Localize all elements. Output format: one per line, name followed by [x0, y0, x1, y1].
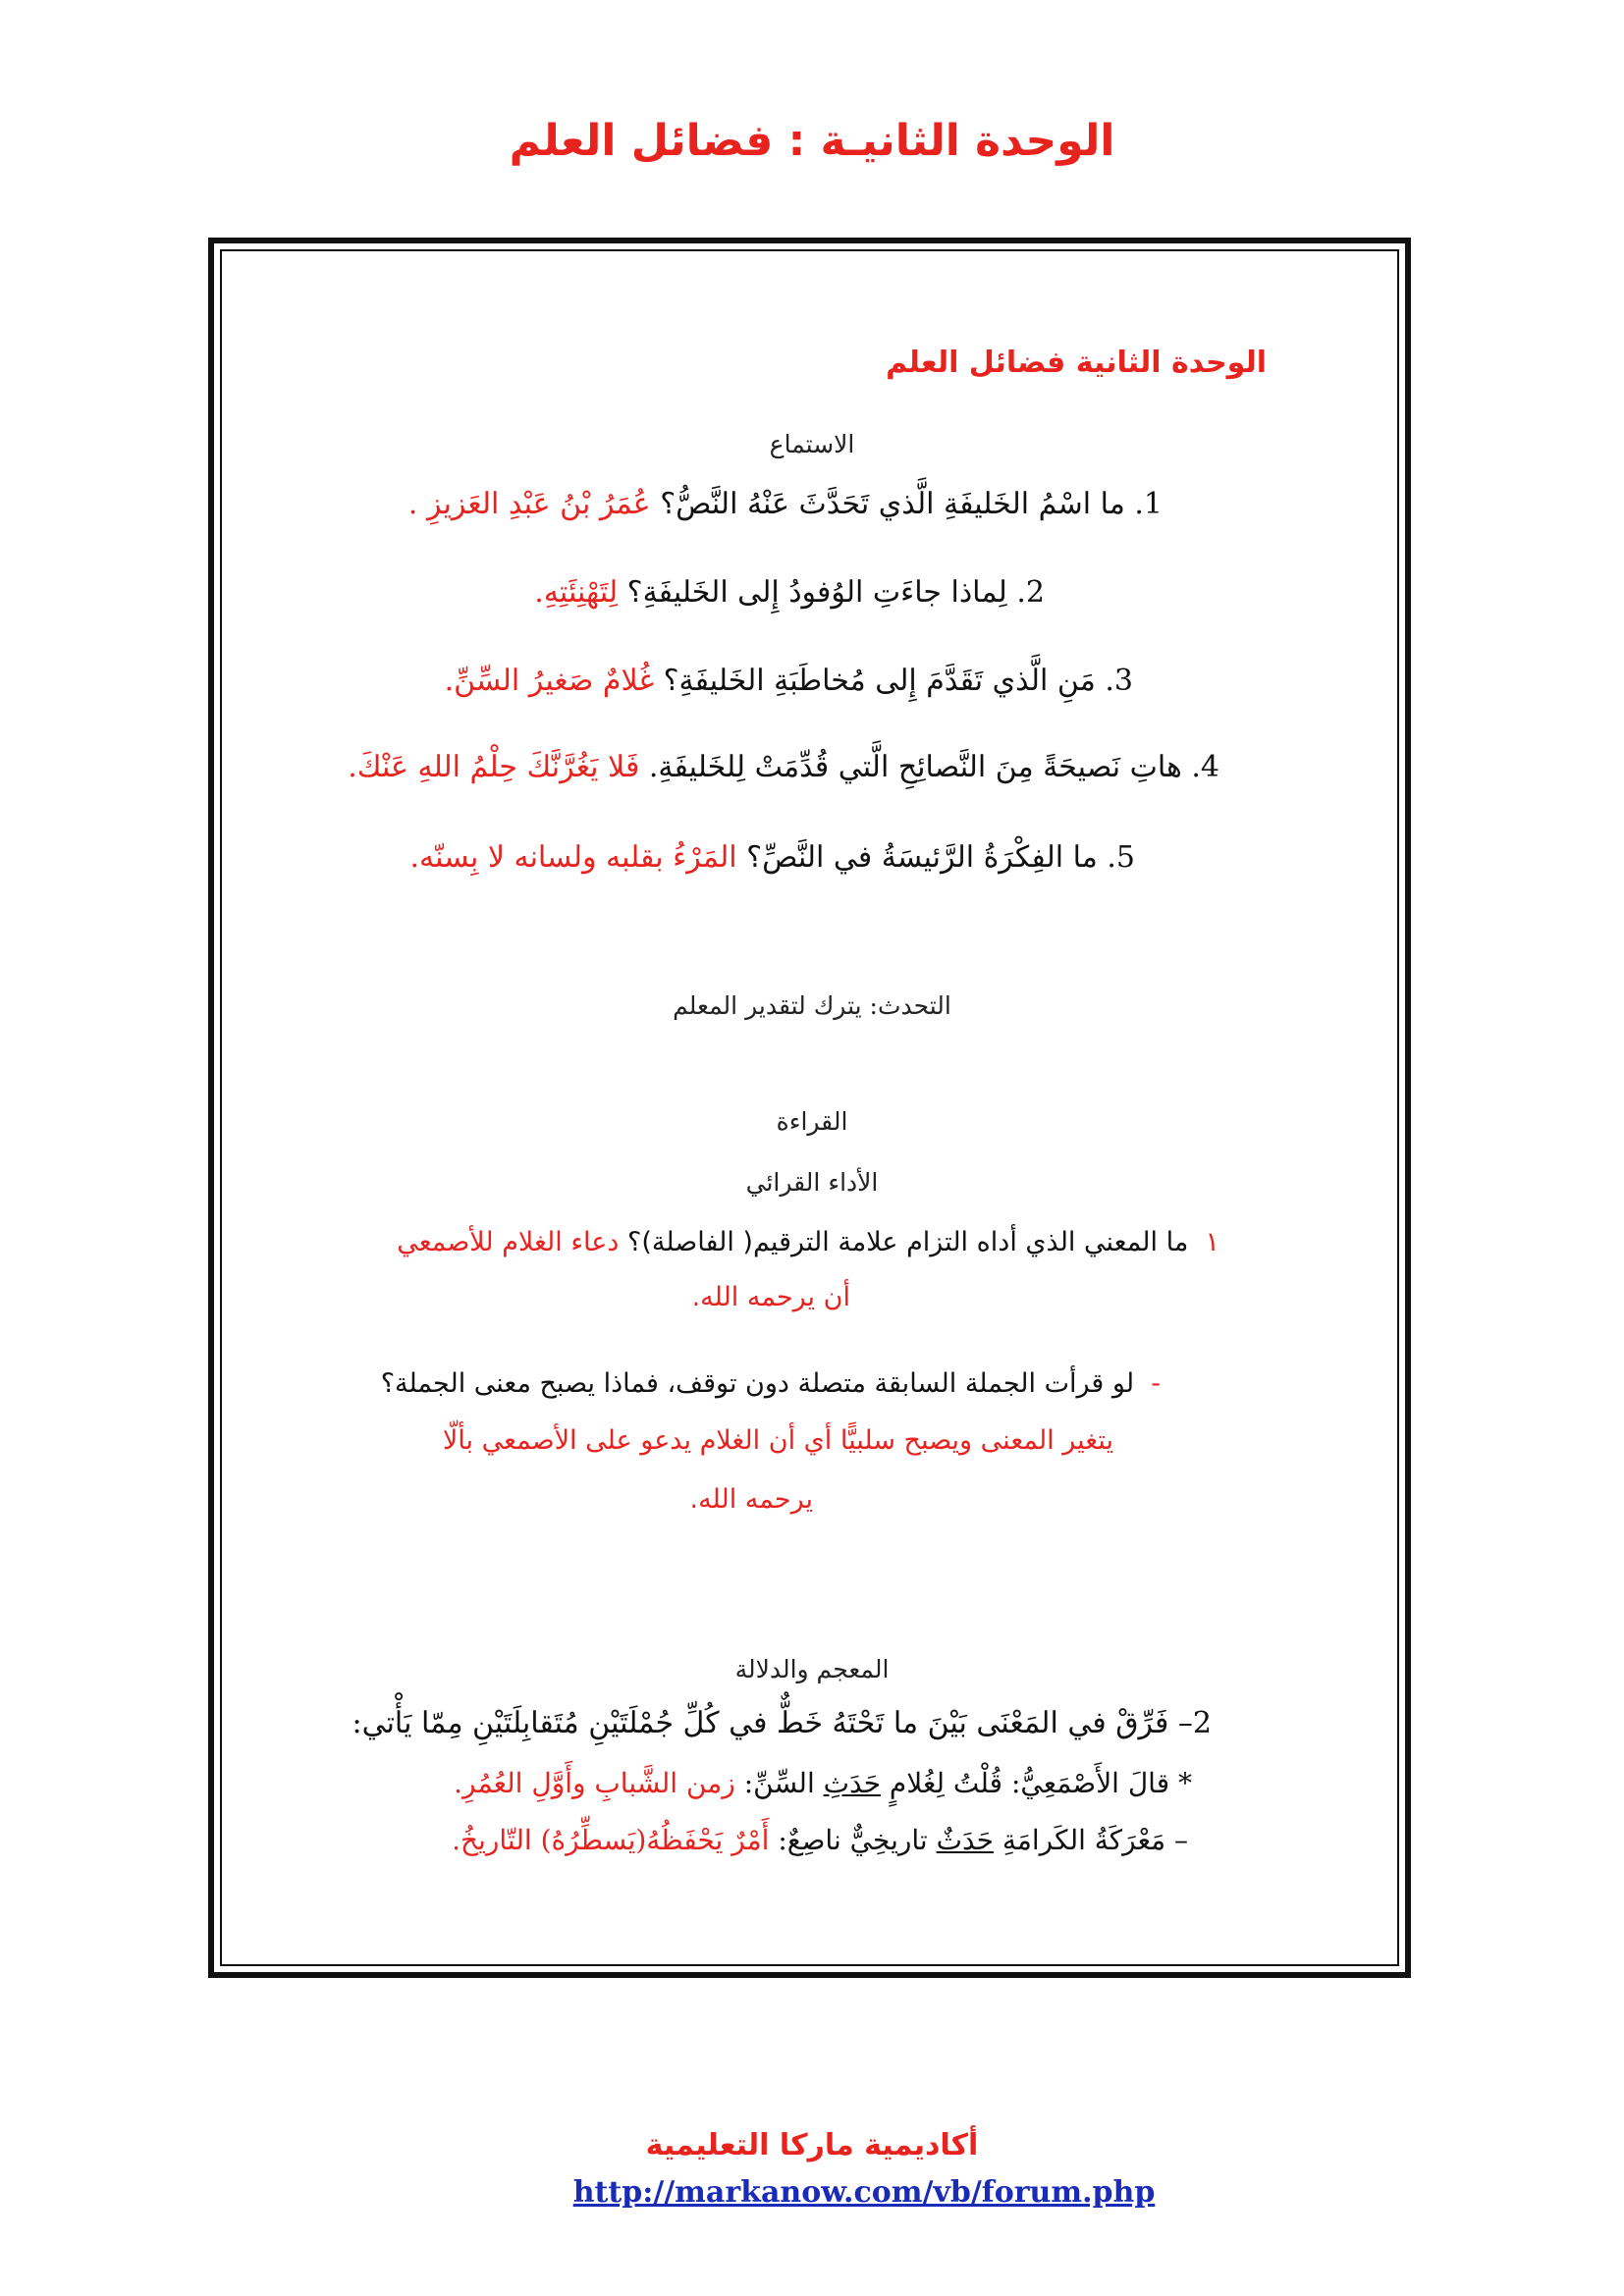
- reading-item-2-answer: يتغير المعنى ويصبح سلبيًّا أي أن الغلام يدعو على الأصمعي بألّا: [442, 1425, 1113, 1456]
- lexicon-heading: المعجم والدلالة: [734, 1655, 890, 1683]
- answer-text: غُلامٌ صَغيرُ السِّنِّ.: [444, 664, 655, 698]
- listening-question-4: [348, 750, 1219, 784]
- answer-text: المَرْءُ بقلبه ولسانه لا بِسنّه.: [409, 840, 737, 875]
- question-number: 5.: [1107, 840, 1135, 875]
- line-prefix: * قالَ الأَصْمَعِيُّ: قُلْتُ لِغُلامٍ: [881, 1767, 1192, 1799]
- question-text: لِماذا جاءَتِ الوُفودُ إِلى الخَليفَةِ؟: [626, 575, 1007, 610]
- speaking-note: التحدث: يترك لتقدير المعلم: [673, 991, 951, 1020]
- section-title: الوحدة الثانية فضائل العلم: [886, 346, 1267, 380]
- reading-item-2: [381, 1368, 1161, 1399]
- question-text: ما اسْمُ الخَليفَةِ الَّذي تَحَدَّثَ عَنْهُ النَّصُّ؟: [660, 487, 1125, 521]
- reading-item-1-answer-cont: أن يرحمه الله.: [691, 1282, 850, 1312]
- bullet: -: [1151, 1368, 1161, 1399]
- reading-heading: القراءة: [776, 1107, 848, 1136]
- item-number: ١: [1205, 1227, 1219, 1257]
- question-text: ما الفِكْرَةُ الرَّئيسَةُ في النَّصِّ؟: [746, 840, 1098, 875]
- lexicon-line-1: [454, 1767, 1192, 1799]
- listening-heading: الاستماع: [769, 430, 855, 458]
- footer-academy-name: أكاديمية ماركا التعليمية: [645, 2128, 979, 2163]
- line-answer: زمن الشَّبابِ وأَوَّلِ العُمُرِ.: [454, 1767, 735, 1799]
- instruction-text: – فَرِّقْ في المَعْنَى بَيْنَ ما تَحْتَهُ خَطٌّ في كُلِّ جُمْلَتَيْنِ مُتَقابِلَتَيْنِ مِمّا يَأْتي:: [352, 1706, 1193, 1740]
- lexicon-line-2: [452, 1824, 1188, 1856]
- underlined-word: حَدَثِ: [823, 1767, 882, 1799]
- line-prefix: – مَعْرَكَةُ الكَرامَةِ: [993, 1824, 1188, 1856]
- page-title: الوحدة الثانيـة : فضائل العلم: [509, 116, 1115, 166]
- listening-question-2: [534, 575, 1045, 610]
- item-question: ما المعني الذي أداه التزام علامة الترقيم( الفاصلة)؟: [627, 1227, 1189, 1257]
- underlined-word: حَدَثٌ: [936, 1824, 994, 1856]
- reading-subheading: الأداء القرائي: [745, 1168, 879, 1197]
- answer-text: عُمَرُ بْنُ عَبْدِ العَزيزِ .: [407, 487, 651, 521]
- line-answer: أَمْرٌ يَحْفَظُهُ(يَسطِّرُهُ) التّاريخُ.: [452, 1824, 770, 1856]
- lexicon-instruction: [352, 1706, 1212, 1740]
- footer-link[interactable]: http://markanow.com/vb/forum.php: [572, 2175, 1156, 2210]
- listening-question-5: [410, 840, 1135, 875]
- answer-text: لِتَهْنِئَتِهِ.: [534, 575, 619, 610]
- answer-text: فَلا يَغُرَّنَّكَ حِلْمُ اللهِ عَنْكَ.: [348, 750, 640, 784]
- reading-item-2-answer-cont: يرحمه الله.: [689, 1484, 813, 1515]
- line-suffix: السِّنِّ:: [734, 1767, 824, 1799]
- question-number: 2.: [1016, 575, 1045, 610]
- listening-question-3: [445, 664, 1133, 698]
- question-number: 3.: [1105, 664, 1133, 698]
- line-suffix: تاريخِيٌّ ناصِعٌ:: [769, 1824, 937, 1856]
- reading-item-1: [397, 1227, 1219, 1257]
- item-question: لو قرأت الجملة السابقة متصلة دون توقف، فماذا يصبح معنى الجملة؟: [380, 1368, 1135, 1399]
- question-number: 4.: [1191, 750, 1219, 784]
- question-text: مَنِ الَّذي تَقَدَّمَ إِلى مُخاطَبَةِ الخَليفَةِ؟: [663, 664, 1096, 698]
- listening-question-1: [408, 487, 1163, 521]
- instruction-number: 2: [1192, 1706, 1212, 1740]
- question-text: هاتِ نَصيحَةً مِنَ النَّصائِحِ الَّتي قُدِّمَتْ لِلخَليفَةِ.: [648, 750, 1182, 784]
- item-answer: دعاء الغلام للأصمعي: [397, 1227, 620, 1257]
- question-number: 1.: [1134, 487, 1163, 521]
